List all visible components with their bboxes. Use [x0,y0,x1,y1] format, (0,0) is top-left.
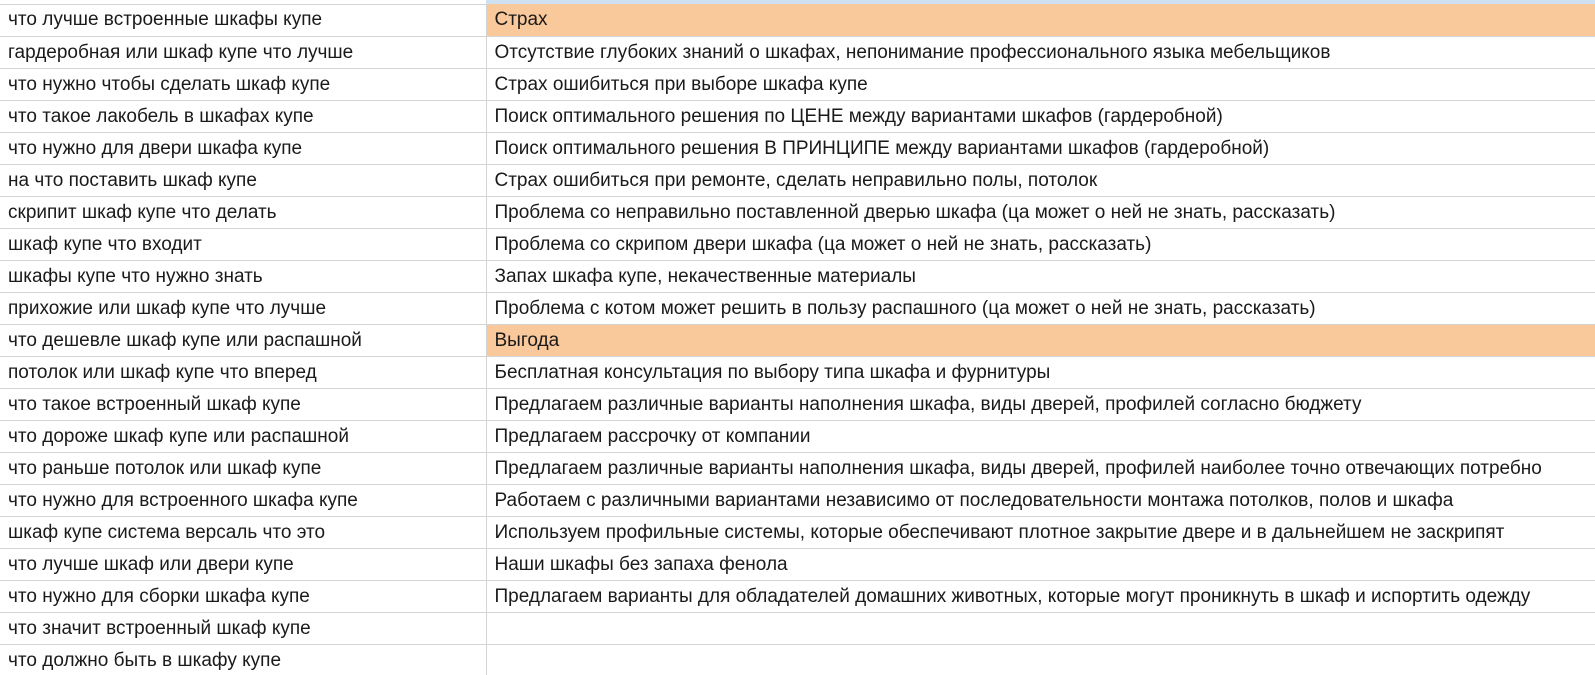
cell-column-a[interactable]: скрипит шкаф купе что делать [0,196,486,228]
table-row [0,548,1595,580]
table-row [0,260,1595,292]
table-row [0,388,1595,420]
cell-column-b[interactable]: Наши шкафы без запаха фенола [486,548,1595,580]
cell-column-b[interactable]: Страх ошибиться при выборе шкафа купе [486,68,1595,100]
cell-column-b[interactable] [486,612,1595,644]
cell-column-a[interactable]: прихожие или шкаф купе что лучше [0,292,486,324]
cell-column-a[interactable]: шкаф купе система версаль что это [0,516,486,548]
table-row [0,4,1595,36]
cell-column-b[interactable]: Отсутствие глубоких знаний о шкафах, непонимание профессионального языка мебельщиков [486,36,1595,68]
cell-column-a[interactable]: что нужно для двери шкафа купе [0,132,486,164]
cell-column-b[interactable]: Бесплатная консультация по выбору типа шкафа и фурнитуры [486,356,1595,388]
cell-column-a[interactable]: потолок или шкаф купе что вперед [0,356,486,388]
cell-column-b[interactable]: Запах шкафа купе, некачественные материалы [486,260,1595,292]
cell-column-a[interactable]: что значит встроенный шкаф купе [0,612,486,644]
cell-column-b[interactable]: Проблема со скрипом двери шкафа (ца может о ней не знать, рассказать) [486,228,1595,260]
table-row [0,452,1595,484]
cell-column-a[interactable]: что лучше встроенные шкафы купе [0,4,486,36]
cell-column-b[interactable]: Поиск оптимального решения по ЦЕНЕ между вариантами шкафов (гардеробной) [486,100,1595,132]
cell-column-b[interactable]: Предлагаем рассрочку от компании [486,420,1595,452]
cell-column-b[interactable]: Предлагаем различные варианты наполнения шкафа, виды дверей, профилей согласно бюджету [486,388,1595,420]
cell-column-b[interactable]: Используем профильные системы, которые обеспечивают плотное закрытие двере и в дальнейшем не заскрипят [486,516,1595,548]
cell-column-a[interactable]: что лучше шкаф или двери купе [0,548,486,580]
table-row [0,324,1595,356]
cell-column-b[interactable]: Предлагаем варианты для обладателей домашних животных, которые могут проникнуть в шкаф и испортить одежду [486,580,1595,612]
cell-column-b[interactable]: Страх ошибиться при ремонте, сделать неправильно полы, потолок [486,164,1595,196]
spreadsheet-rows [0,4,1595,675]
cell-column-b[interactable]: Работаем с различными вариантами независимо от последовательности монтажа потолков, полов и шкафа [486,484,1595,516]
cell-column-b-category[interactable]: Выгода [486,324,1595,356]
cell-column-a[interactable]: что такое лакобель в шкафах купе [0,100,486,132]
table-row [0,132,1595,164]
cell-column-a[interactable]: что нужно чтобы сделать шкаф купе [0,68,486,100]
table-row [0,644,1595,675]
table-row [0,100,1595,132]
table-row [0,36,1595,68]
cell-column-a[interactable]: шкафы купе что нужно знать [0,260,486,292]
table-row [0,292,1595,324]
table-row [0,356,1595,388]
cell-column-a[interactable]: на что поставить шкаф купе [0,164,486,196]
cell-column-a[interactable]: что такое встроенный шкаф купе [0,388,486,420]
table-row [0,196,1595,228]
cell-column-a[interactable]: что должно быть в шкафу купе [0,644,486,675]
cell-column-b-category[interactable]: Страх [486,4,1595,36]
spreadsheet-table [0,4,1595,675]
cell-column-b[interactable]: Проблема с котом может решить в пользу распашного (ца может о ней не знать, рассказать) [486,292,1595,324]
cell-column-a[interactable]: что раньше потолок или шкаф купе [0,452,486,484]
cell-column-a[interactable]: что нужно для сборки шкафа купе [0,580,486,612]
cell-column-b[interactable]: Предлагаем различные варианты наполнения шкафа, виды дверей, профилей наиболее точно отвечающих потребно [486,452,1595,484]
table-row [0,228,1595,260]
table-row [0,484,1595,516]
table-row [0,516,1595,548]
cell-column-b[interactable] [486,644,1595,675]
table-row [0,580,1595,612]
table-row [0,68,1595,100]
cell-column-a[interactable]: что дороже шкаф купе или распашной [0,420,486,452]
cell-column-b[interactable]: Проблема со неправильно поставленной дверью шкафа (ца может о ней не знать, рассказать) [486,196,1595,228]
cell-column-a[interactable]: что нужно для встроенного шкафа купе [0,484,486,516]
cell-column-a[interactable]: шкаф купе что входит [0,228,486,260]
table-row [0,612,1595,644]
table-row [0,164,1595,196]
cell-column-b[interactable]: Поиск оптимального решения В ПРИНЦИПЕ между вариантами шкафов (гардеробной) [486,132,1595,164]
cell-column-a[interactable]: что дешевле шкаф купе или распашной [0,324,486,356]
table-row [0,420,1595,452]
cell-column-a[interactable]: гардеробная или шкаф купе что лучше [0,36,486,68]
